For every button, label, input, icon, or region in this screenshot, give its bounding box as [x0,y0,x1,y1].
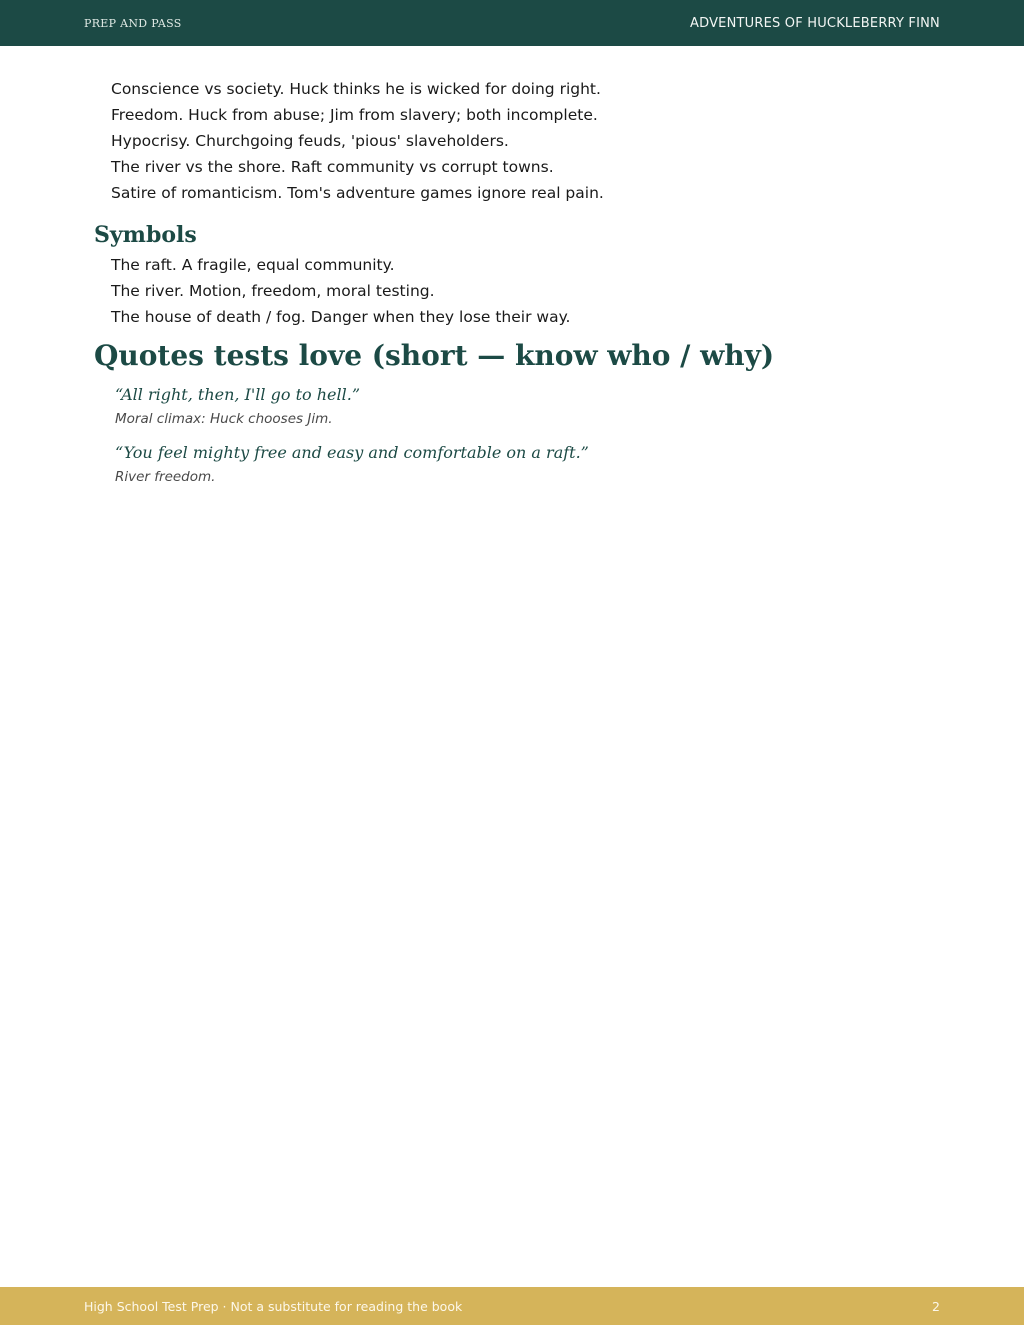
quote-block [94,382,944,430]
symbol-item: The house of death / fog. Danger when they lose their way. [111,308,571,326]
quote-text: “You feel mighty free and easy and comfortable on a raft.” [115,443,589,462]
theme-item: Freedom. Huck from abuse; Jim from slavery; both incomplete. [111,106,598,124]
symbol-item: The river. Motion, freedom, moral testing. [111,282,435,300]
symbols-heading: Symbols [94,222,197,248]
symbol-item: The raft. A fragile, equal community. [111,256,395,274]
page-content [94,76,944,498]
theme-item: Hypocrisy. Churchgoing feuds, 'pious' slaveholders. [111,132,509,150]
quote-note: River freedom. [115,469,216,485]
quote-note: Moral climax: Huck chooses Jim. [115,411,333,427]
themes-list [94,76,944,206]
quote-block [94,440,944,488]
quote-text: “All right, then, I'll go to hell.” [115,385,361,404]
footer-bar [0,1287,1024,1325]
theme-item: The river vs the shore. Raft community vs corrupt towns. [111,158,554,176]
page-number: 2 [932,1299,940,1314]
footer-text: High School Test Prep · Not a substitute for reading the book [84,1299,463,1314]
header-bar [0,0,1024,46]
book-title: ADVENTURES OF HUCKLEBERRY FINN [690,16,940,31]
theme-item: Conscience vs society. Huck thinks he is wicked for doing right. [111,80,601,98]
brand-name: PREP AND PASS [84,17,182,30]
theme-item: Satire of romanticism. Tom's adventure games ignore real pain. [111,184,604,202]
symbols-list [94,252,944,330]
quotes-heading: Quotes tests love (short — know who / why) [94,339,775,372]
